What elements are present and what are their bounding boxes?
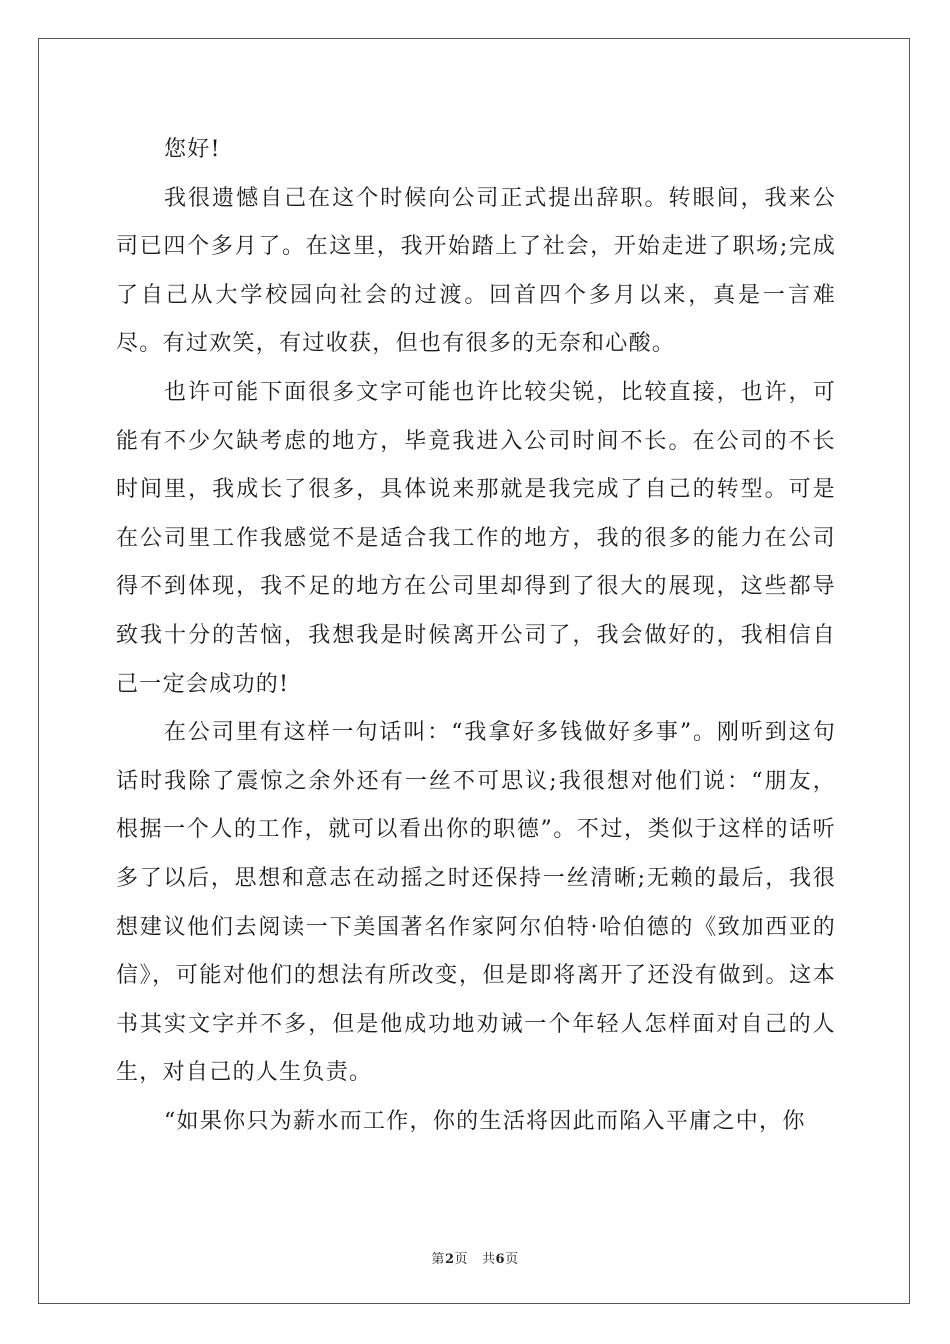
page-number-footer bbox=[0, 1248, 950, 1267]
total-prefix: 共 bbox=[482, 1252, 496, 1267]
letter-body bbox=[116, 126, 836, 1146]
total-suffix: 页 bbox=[505, 1252, 519, 1267]
total-page-count: 6 bbox=[495, 1252, 506, 1267]
paragraph-2: 也许可能下面很多文字可能也许比较尖锐，比较直接，也许，可能有不少欠缺考虑的地方，毕竟我进入公司时间不长。在公司的不长时间里，我成长了很多，具体说来那就是我完成了自己的转型。可是在公司里工作我感觉不是适合我工作的地方，我的很多的能力在公司得不到体现，我不足的地方在公司里却得到了很大的展现，这些都导致我十分的苦恼，我想我是时候离开公司了，我会做好的，我相信自己一定会成功的! bbox=[116, 379, 836, 697]
page-prefix: 第 bbox=[431, 1252, 445, 1267]
greeting: 您好! bbox=[164, 137, 221, 162]
page-label: 页 bbox=[454, 1252, 468, 1267]
current-page-number: 2 bbox=[444, 1252, 455, 1267]
paragraph-4: “如果你只为薪水而工作，你的生活将因此而陷入平庸之中，你 bbox=[164, 1108, 806, 1134]
paragraph-1: 我很遗憾自己在这个时候向公司正式提出辞职。转眼间，我来公司已四个多月了。在这里，我开始踏上了社会，开始走进了职场;完成了自己从大学校园向社会的过渡。回首四个多月以来，真是一言难尽。有过欢笑，有过收获，但也有很多的无奈和心酸。 bbox=[116, 185, 836, 357]
paragraph-3: 在公司里有这样一句话叫：“我拿好多钱做好多事”。刚听到这句话时我除了震惊之余外还有一丝不可思议;我很想对他们说：“朋友，根据一个人的工作，就可以看出你的职德”。不过，类似于这样的话听多了以后，思想和意志在动摇之时还保持一丝清晰;无赖的最后，我很想建议他们去阅读一下美国著名作家阿尔伯特·哈伯德的《致加西亚的信》，可能对他们的想法有所改变，但是即将离开了还没有做到。这本书其实文字并不多，但是他成功地劝诫一个年轻人怎样面对自己的人生，对自己的人生负责。 bbox=[116, 720, 836, 1086]
